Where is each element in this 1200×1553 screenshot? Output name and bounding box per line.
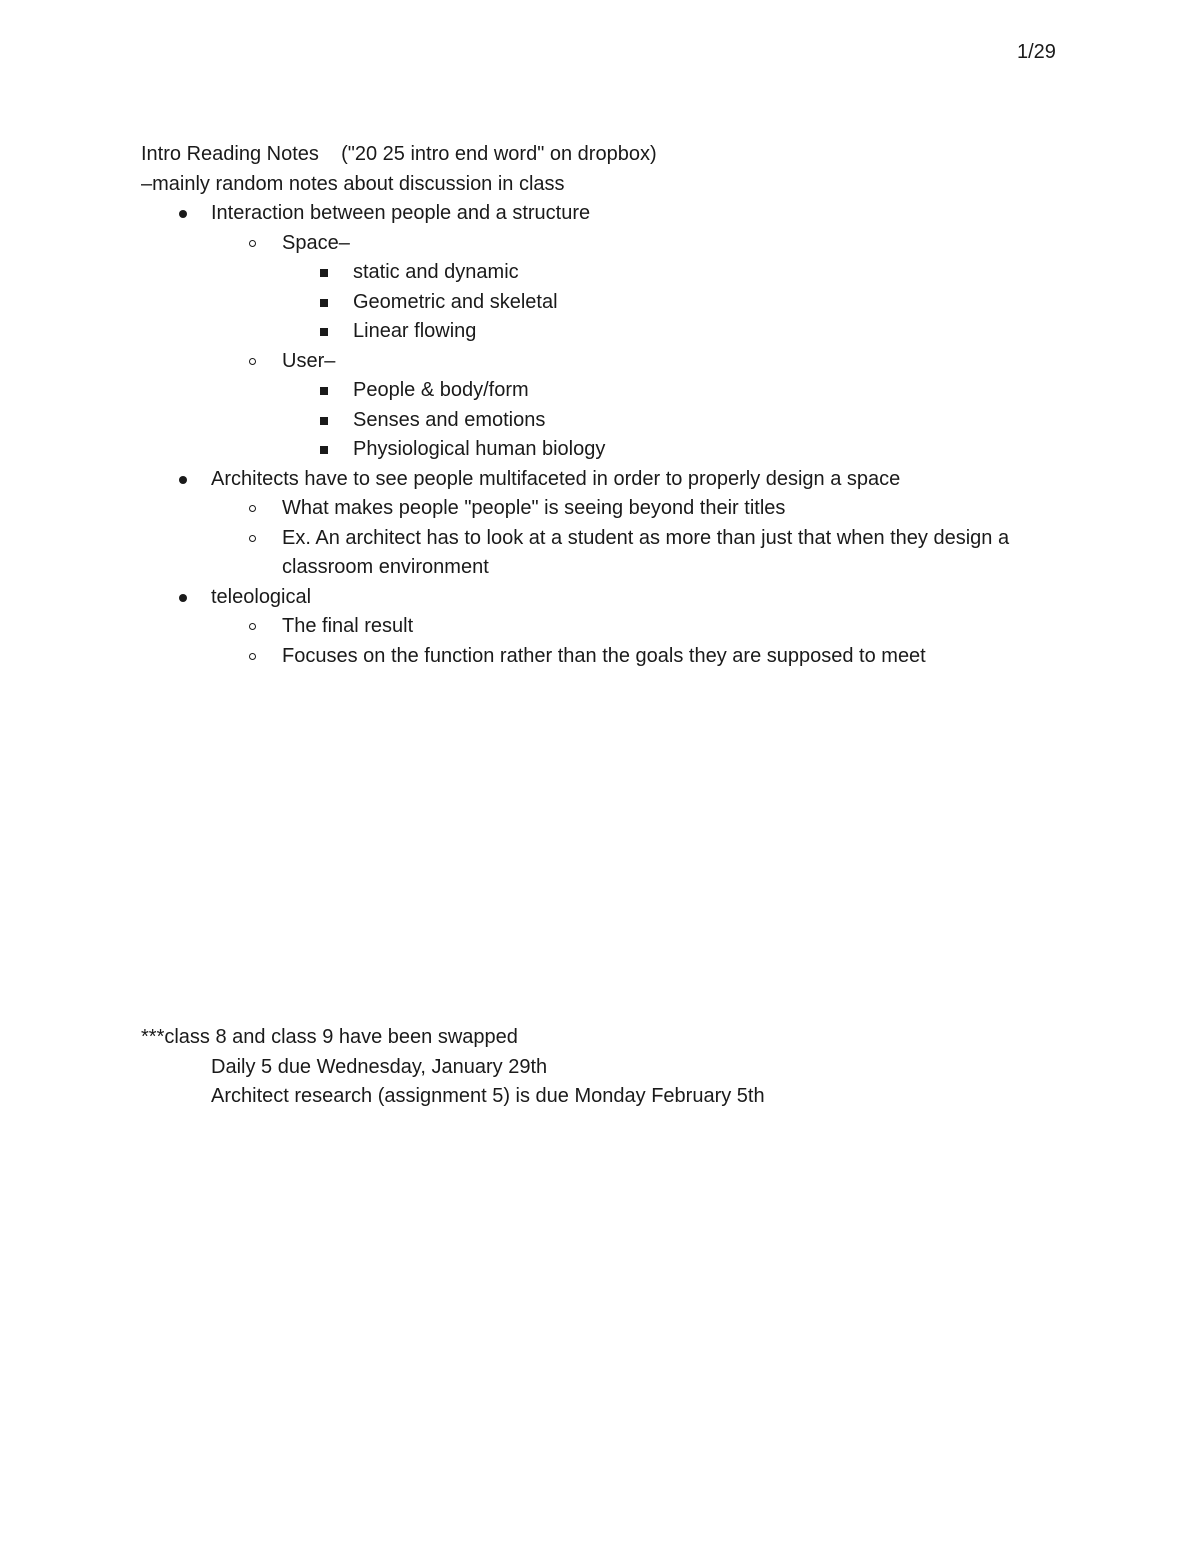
list-item-text: The final result xyxy=(282,615,414,637)
list-item xyxy=(211,612,1071,642)
sub-list xyxy=(211,612,1071,671)
list-item xyxy=(141,199,1071,465)
list-item xyxy=(282,258,1071,288)
announcement-line: Architect research (assignment 5) is due Monday February 5th xyxy=(211,1085,765,1107)
square-bullet-icon xyxy=(320,328,328,336)
list-item-text: Senses and emotions xyxy=(353,408,546,431)
square-bullet-icon xyxy=(320,269,328,277)
list-item xyxy=(141,583,1071,672)
hollow-circle-bullet-icon xyxy=(249,240,256,247)
list-item xyxy=(282,435,1071,465)
square-bullet-icon xyxy=(320,446,328,454)
announcement-line: ***class 8 and class 9 have been swapped xyxy=(141,1026,518,1048)
hollow-circle-bullet-icon xyxy=(249,623,256,630)
list-item-text: Geometric and skeletal xyxy=(353,290,558,313)
list-item-text: Physiological human biology xyxy=(353,438,606,460)
hollow-circle-bullet-icon xyxy=(249,505,256,512)
notes-subtitle: –mainly random notes about discussion in class xyxy=(141,172,565,195)
sub-sub-list xyxy=(282,376,1071,465)
square-bullet-icon xyxy=(320,387,328,395)
sub-sub-list xyxy=(282,258,1071,347)
list-item-text: Architects have to see people multifaceted in order to properly design a space xyxy=(211,467,901,490)
filled-circle-bullet-icon xyxy=(179,594,187,602)
list-item-text: What makes people "people" is seeing beyond their titles xyxy=(282,497,786,519)
notes-title: Intro Reading Notes ("20 25 intro end word" on dropbox) xyxy=(141,143,657,165)
page-number: 1/29 xyxy=(1017,41,1056,63)
announcement-block xyxy=(141,1023,1071,1112)
list-item-text: Space– xyxy=(282,231,350,254)
hollow-circle-bullet-icon xyxy=(249,535,256,542)
list-item xyxy=(211,494,1071,524)
list-item xyxy=(211,642,1071,672)
list-item-text: People & body/form xyxy=(353,379,529,401)
sub-list xyxy=(211,229,1071,465)
list-item xyxy=(211,524,1071,583)
list-item-text: Linear flowing xyxy=(353,320,477,342)
list-item xyxy=(282,288,1071,318)
list-item xyxy=(211,347,1071,465)
list-item xyxy=(282,376,1071,406)
announcement-line: Daily 5 due Wednesday, January 29th xyxy=(211,1055,548,1078)
list-item-text: Ex. An architect has to look at a student as more than just that when they design a classroom environment xyxy=(282,526,1010,578)
list-item-text: static and dynamic xyxy=(353,261,519,283)
list-item xyxy=(211,229,1071,347)
list-item-text: User– xyxy=(282,349,336,372)
list-item-text: Interaction between people and a structure xyxy=(211,202,591,224)
hollow-circle-bullet-icon xyxy=(249,653,256,660)
notes-body xyxy=(141,140,1071,671)
square-bullet-icon xyxy=(320,299,328,307)
list-item-text: Focuses on the function rather than the goals they are supposed to meet xyxy=(282,644,926,667)
list-item-text: teleological xyxy=(211,585,312,608)
sub-list xyxy=(211,494,1071,583)
list-item xyxy=(282,406,1071,436)
hollow-circle-bullet-icon xyxy=(249,358,256,365)
notes-list xyxy=(141,199,1071,671)
list-item xyxy=(141,465,1071,583)
square-bullet-icon xyxy=(320,417,328,425)
filled-circle-bullet-icon xyxy=(179,210,187,218)
filled-circle-bullet-icon xyxy=(179,476,187,484)
list-item xyxy=(282,317,1071,347)
